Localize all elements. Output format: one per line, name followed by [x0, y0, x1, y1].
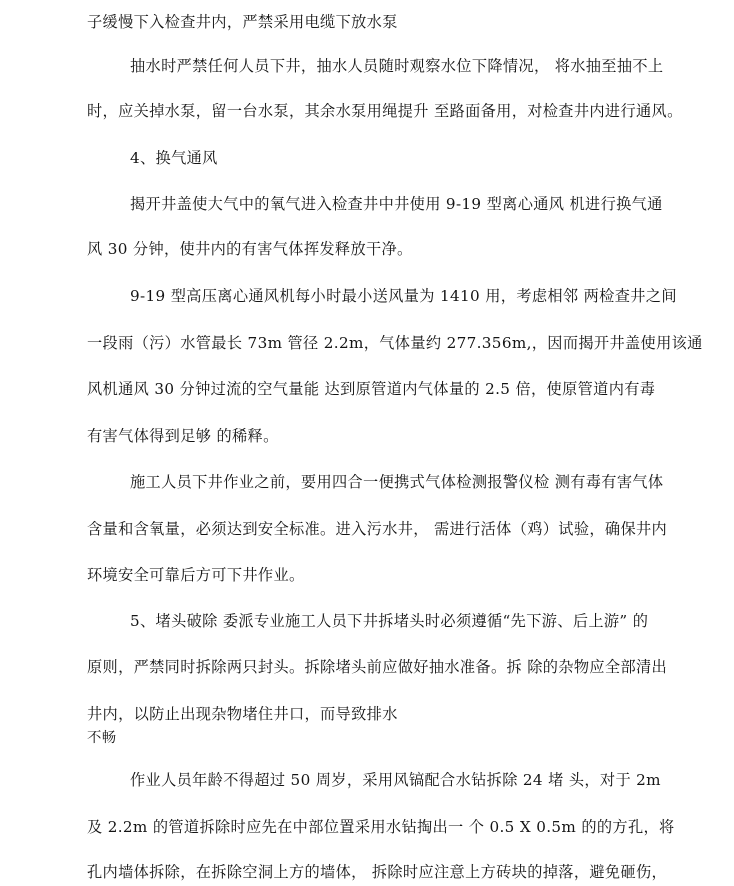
text-line: 9-19 型高压离心通风机每小时最小送风量为 1410 用，考虑相邻 两检查井之间 — [130, 287, 677, 305]
text-line: 井内，以防止出现杂物堵住井口，而导致排水 — [87, 705, 398, 723]
text-line: 原则，严禁同时拆除两只封头。拆除堵头前应做好抽水准备。拆 除的杂物应全部清出 — [87, 658, 668, 676]
text-line: 有害气体得到足够 的稀释。 — [87, 427, 279, 445]
text-line: 环境安全可靠后方可下井作业。 — [87, 566, 305, 584]
section-heading: 5、堵头破除 委派专业施工人员下井拆堵头时必须遵循“先下游、后上游” 的 — [130, 612, 649, 630]
text-line: 揭开井盖使大气中的氧气进入检查井中井使用 9-19 型离心通风 机进行换气通 — [130, 195, 663, 213]
text-line: 及 2.2m 的管道拆除时应先在中部位置采用水钻掏出一 个 0.5 X 0.5m 的的方孔，将 — [87, 818, 675, 836]
text-line: 风机通风 30 分钟过流的空气量能 达到原管道内气体量的 2.5 倍，使原管道内有毒 — [87, 380, 656, 398]
text-line: 风 30 分钟，使井内的有害气体挥发释放干净。 — [87, 240, 413, 258]
text-line: 子缓慢下入检查井内，严禁采用电缆下放水泵 — [87, 13, 398, 31]
text-line: 含量和含氧量，必须达到安全标准。进入污水井， 需进行活体（鸡）试验，确保井内 — [87, 520, 668, 538]
text-line: 时，应关掉水泵，留一台水泵，其余水泵用绳提升 至路面备用，对检查井内进行通风。 — [87, 102, 683, 120]
text-line: 孔内墙体拆除，在拆除空洞上方的墙体， 拆除时应注意上方砖块的掉落，避免砸伤， — [87, 863, 668, 881]
text-line: 不畅 — [87, 730, 117, 746]
text-line: 施工人员下井作业之前，要用四合一便携式气体检测报警仪检 测有毒有害气体 — [130, 473, 664, 491]
section-heading: 4、换气通风 — [130, 149, 218, 167]
text-line: 一段雨（污）水管最长 73m 管径 2.2m，气体量约 277.356m,，因而揭开井盖使用该通 — [87, 334, 703, 352]
text-line: 抽水时严禁任何人员下井，抽水人员随时观察水位下降情况， 将水抽至抽不上 — [130, 57, 664, 75]
text-line: 作业人员年龄不得超过 50 周岁，采用风镐配合水钻拆除 24 堵 头，对于 2m — [130, 771, 661, 789]
